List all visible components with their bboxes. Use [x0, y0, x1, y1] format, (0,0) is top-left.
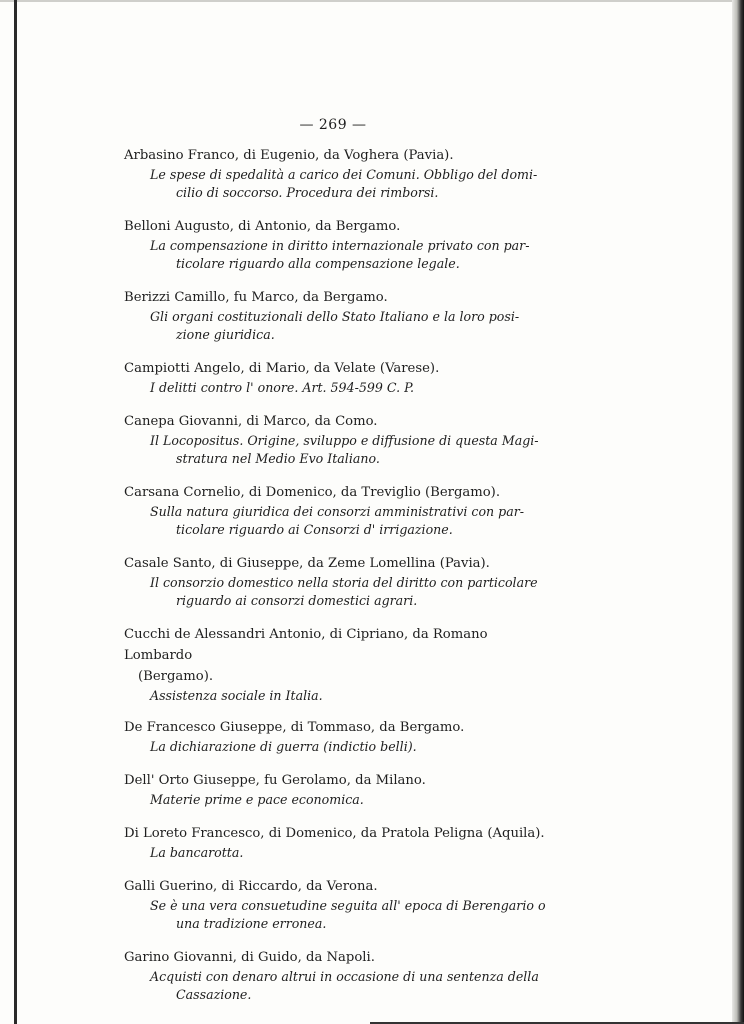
thesis-title — [124, 687, 554, 705]
author-line — [124, 823, 554, 844]
thesis-title-line: riguardo ai consorzi domestici agrari. — [176, 593, 418, 608]
author-name: De Francesco Giuseppe, di Tommaso, da Bergamo. — [124, 720, 465, 735]
list-item — [124, 717, 554, 756]
author-name: Di Loreto Francesco, di Domenico, da Pratola Peligna (Aquila). — [124, 826, 545, 841]
author-name: Garino Giovanni, di Guido, da Napoli. — [124, 950, 375, 965]
thesis-title-line: Sulla natura giuridica dei consorzi amministrativi con par- — [150, 504, 524, 519]
author-line — [124, 553, 554, 574]
author-line — [124, 287, 554, 308]
list-item — [124, 216, 554, 273]
author-name: Belloni Augusto, di Antonio, da Bergamo. — [124, 219, 401, 234]
author-line — [124, 876, 554, 897]
page-number: — 269 — — [299, 117, 367, 133]
thesis-title-line: La dichiarazione di guerra (indictio belli). — [150, 739, 417, 754]
thesis-title-line: cilio di soccorso. Procedura dei rimborsi. — [176, 185, 439, 200]
thesis-title-line: Se è una vera consuetudine seguita all' epoca di Berengario o — [150, 898, 546, 913]
thesis-title — [124, 738, 554, 756]
author-name: Dell' Orto Giuseppe, fu Gerolamo, da Milano. — [124, 773, 426, 788]
list-item — [124, 624, 554, 705]
thesis-title — [124, 308, 554, 344]
author-line — [124, 482, 554, 503]
thesis-title-line: La bancarotta. — [150, 845, 244, 860]
author-name: Cucchi de Alessandri Antonio, di Cipriano, da Romano Lombardo — [124, 627, 488, 663]
author-line — [124, 216, 554, 237]
thesis-title — [124, 897, 554, 933]
author-line — [124, 770, 554, 791]
thesis-title — [124, 237, 554, 273]
thesis-title-line: Gli organi costituzionali dello Stato Italiano e la loro posi- — [150, 309, 520, 324]
scan-top-edge — [0, 0, 744, 2]
thesis-title-line: I delitti contro l' onore. Art. 594-599 C. P. — [150, 380, 414, 395]
list-item — [124, 358, 554, 397]
thesis-title-line: Assistenza sociale in Italia. — [150, 688, 323, 703]
thesis-title-line: La compensazione in diritto internazionale privato con par- — [150, 238, 530, 253]
thesis-title — [124, 574, 554, 610]
author-line — [124, 624, 554, 687]
thesis-title — [124, 379, 554, 397]
list-item — [124, 876, 554, 933]
thesis-title-line: Acquisti con denaro altrui in occasione di una sentenza della — [150, 969, 539, 984]
author-line — [124, 411, 554, 432]
list-item — [124, 553, 554, 610]
thesis-title-line: Il consorzio domestico nella storia del diritto con particolare — [150, 575, 538, 590]
thesis-title-line: Le spese di spedalità a carico dei Comuni. Obbligo del domi- — [150, 167, 538, 182]
scan-right-edge — [732, 0, 744, 1024]
author-name: Carsana Cornelio, di Domenico, da Treviglio (Bergamo). — [124, 485, 501, 500]
list-item — [124, 482, 554, 539]
author-continuation: (Bergamo). — [138, 669, 214, 684]
list-item — [124, 287, 554, 344]
thesis-title — [124, 844, 554, 862]
author-line — [124, 358, 554, 379]
author-name: Galli Guerino, di Riccardo, da Verona. — [124, 879, 378, 894]
thesis-title — [124, 432, 554, 468]
author-line — [124, 717, 554, 738]
thesis-title-line: Cassazione. — [176, 987, 252, 1002]
list-item — [124, 411, 554, 468]
thesis-title-line: ticolare riguardo alla compensazione legale. — [176, 256, 460, 271]
author-name: Arbasino Franco, di Eugenio, da Voghera (Pavia). — [124, 148, 454, 163]
thesis-title — [124, 166, 554, 202]
author-line — [124, 145, 554, 166]
thesis-title — [124, 968, 554, 1004]
thesis-title — [124, 503, 554, 539]
list-item — [124, 145, 554, 202]
thesis-title-line: ticolare riguardo ai Consorzi d' irrigazione. — [176, 522, 453, 537]
list-item — [124, 770, 554, 809]
list-item — [124, 947, 554, 1004]
thesis-title-line: Il Locopositus. Origine, sviluppo e diffusione di questa Magi- — [150, 433, 539, 448]
author-name: Canepa Giovanni, di Marco, da Como. — [124, 414, 378, 429]
thesis-title-line: zione giuridica. — [176, 327, 275, 342]
author-name: Berizzi Camillo, fu Marco, da Bergamo. — [124, 290, 388, 305]
thesis-list — [124, 145, 554, 1018]
thesis-title-line: Materie prime e pace economica. — [150, 792, 364, 807]
scan-left-border — [14, 0, 17, 1024]
author-name: Casale Santo, di Giuseppe, da Zeme Lomellina (Pavia). — [124, 556, 490, 571]
thesis-title-line: stratura nel Medio Evo Italiano. — [176, 451, 380, 466]
author-name: Campiotti Angelo, di Mario, da Velate (Varese). — [124, 361, 440, 376]
author-line — [124, 947, 554, 968]
thesis-title — [124, 791, 554, 809]
list-item — [124, 823, 554, 862]
thesis-title-line: una tradizione erronea. — [176, 916, 327, 931]
